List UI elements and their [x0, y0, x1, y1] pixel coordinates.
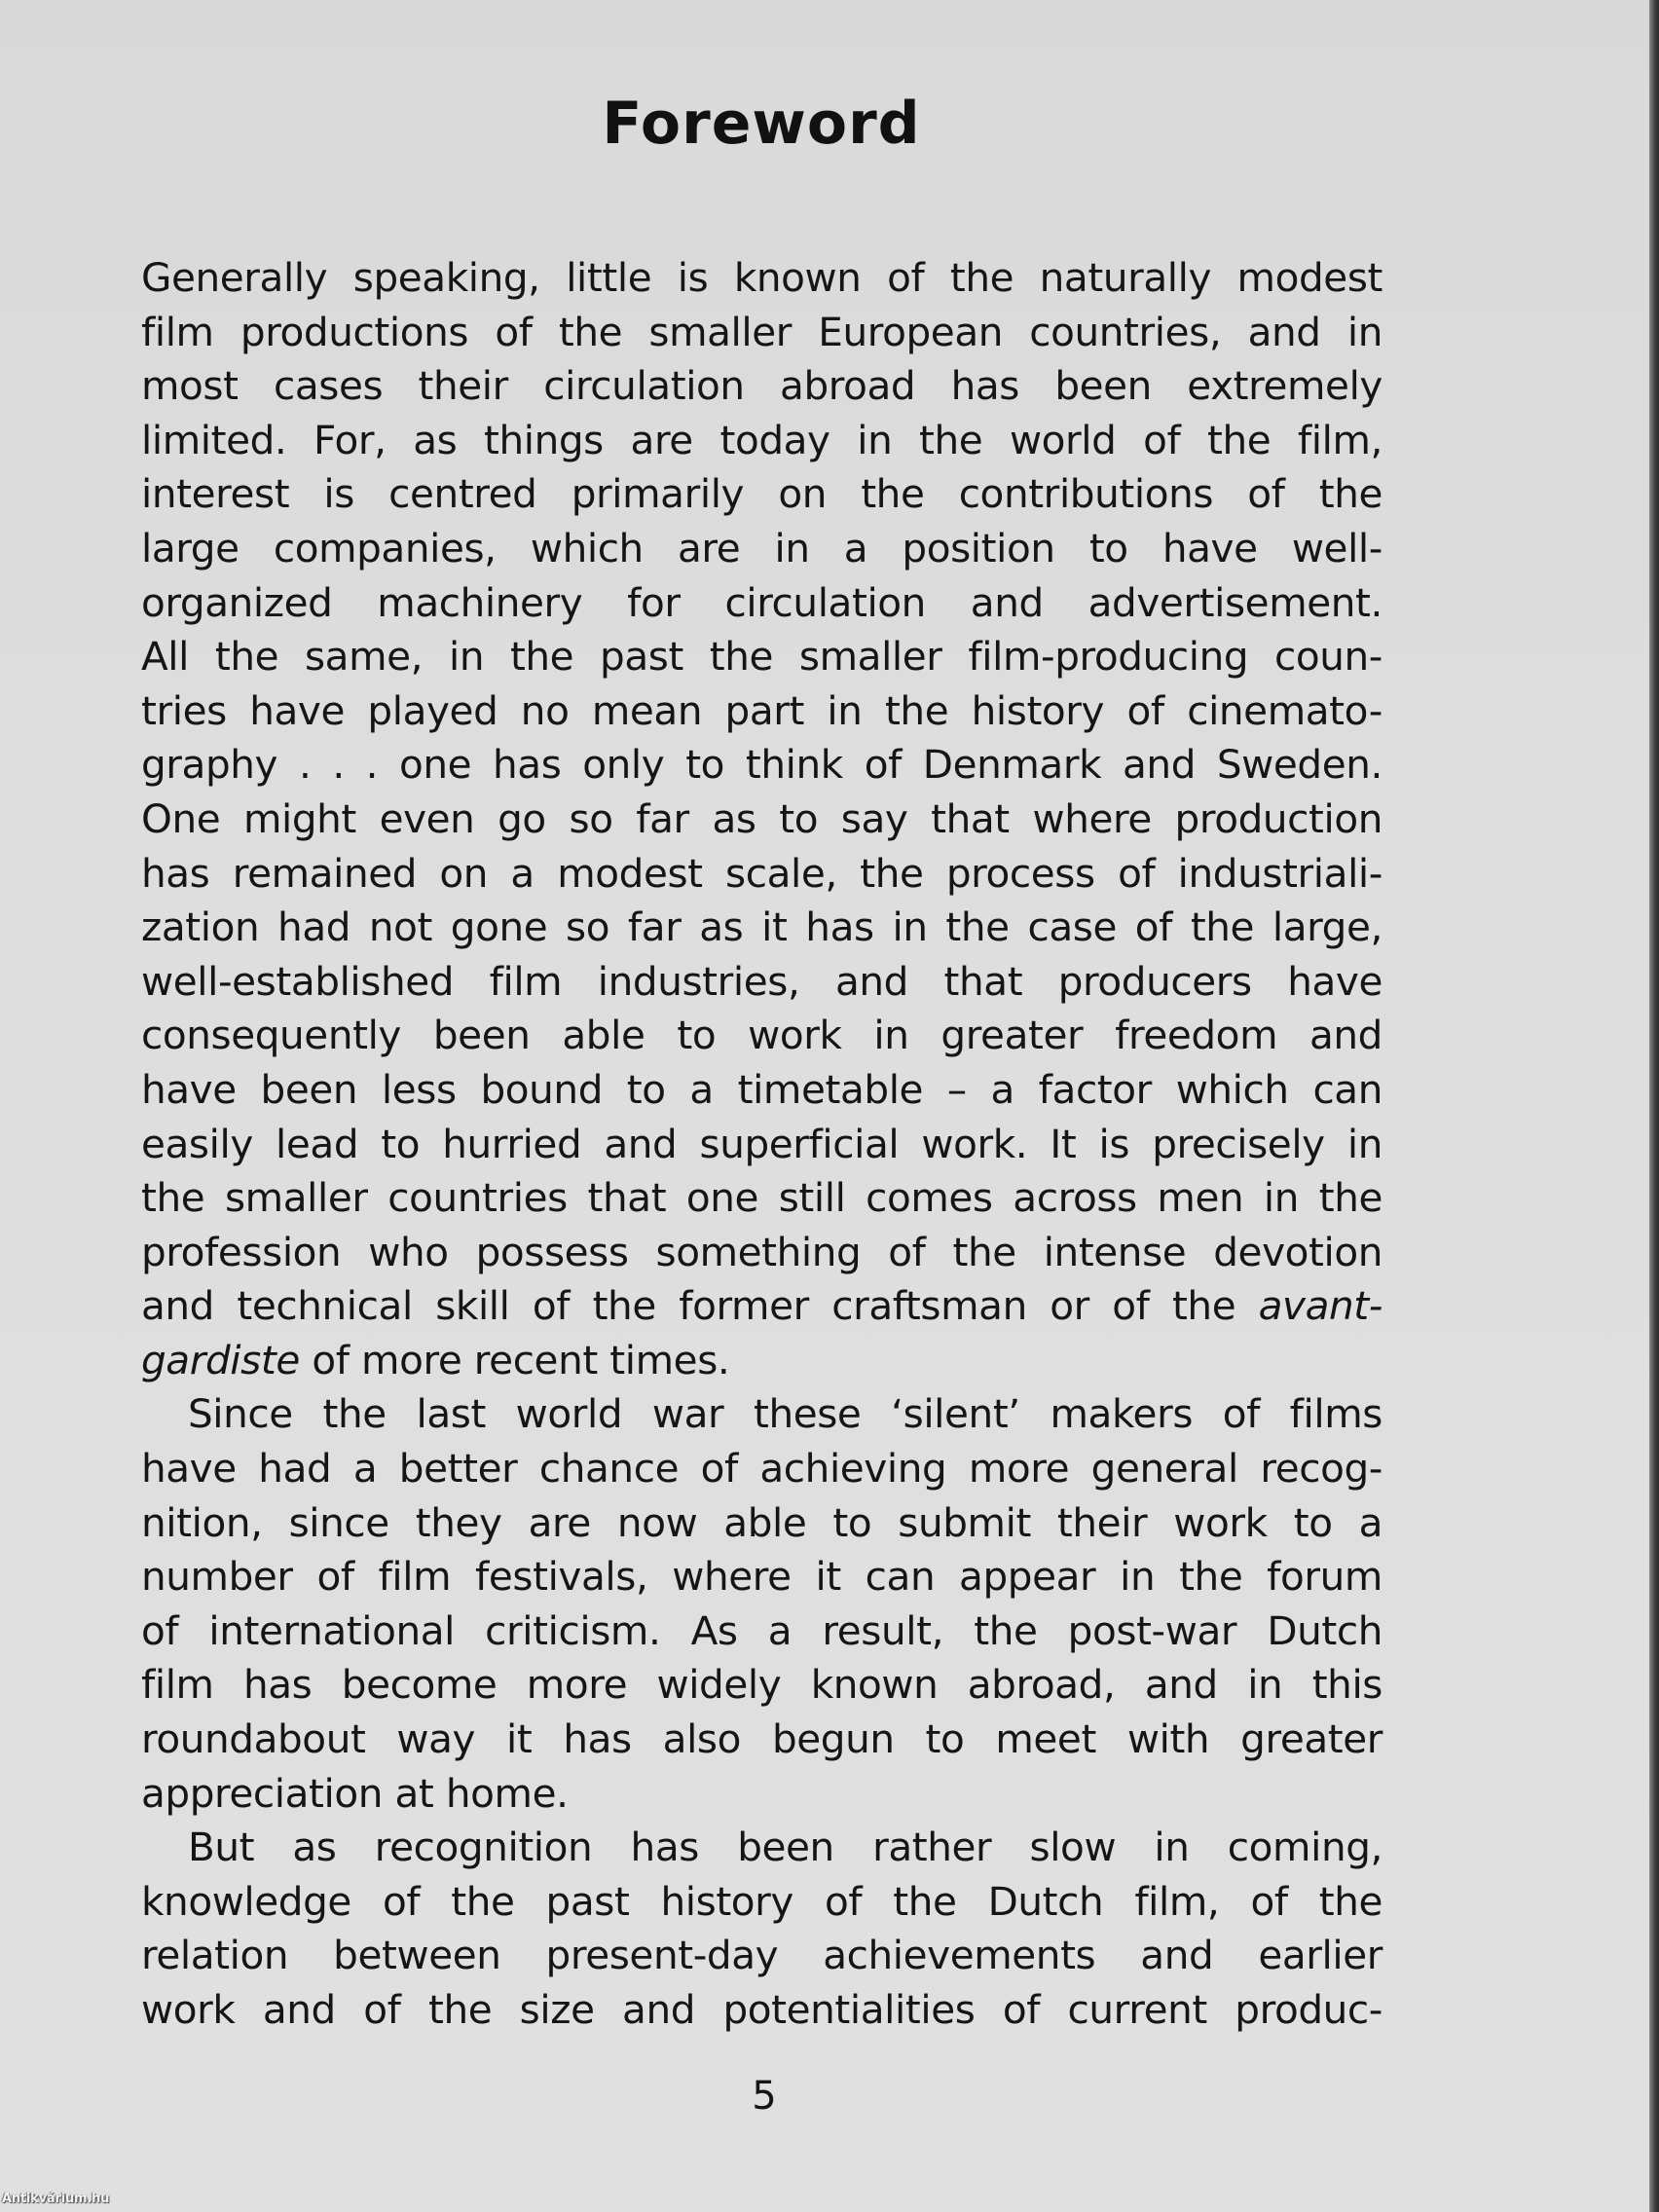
text-line: graphy . . . one has only to think of Denmark and Sweden.: [141, 741, 1382, 789]
text-line: have had a better chance of achieving more general recog-: [141, 1445, 1382, 1493]
text-span: of more recent times.: [299, 1336, 730, 1383]
text-line: limited. For, as things are today in the world of the film,: [141, 416, 1382, 463]
watermark-logo: Antikvárium.hu: [2, 2192, 110, 2206]
text-line: roundabout way it has also begun to meet with greater: [141, 1715, 1382, 1763]
page-edge-shadow: [1649, 0, 1659, 2212]
text-line: nition, since they are now able to submit their work to a: [141, 1498, 1382, 1546]
paragraph-1: [141, 251, 1382, 1387]
text-line: has remained on a modest scale, the process of industriali-: [141, 849, 1382, 897]
foreword-body: [141, 251, 1382, 2038]
text-line: Since the last world war these ‘silent’ makers of films: [188, 1390, 1382, 1438]
italic-term: gardiste: [141, 1336, 300, 1383]
paragraph-3: [141, 1821, 1382, 2037]
text-line: relation between present-day achievements and earlier: [141, 1932, 1382, 1979]
text-line: easily lead to hurried and superficial work. It is precisely in: [141, 1120, 1382, 1167]
text-line: most cases their circulation abroad has been extremely: [141, 362, 1382, 410]
page-number: 5: [752, 2074, 777, 2119]
text-span: and technical skill of the former craftsman or of the: [141, 1282, 1259, 1330]
text-line: tries have played no mean part in the history of cinemato-: [141, 686, 1382, 734]
text-line: interest is centred primarily on the contributions of the: [141, 470, 1382, 518]
text-line: work and of the size and potentialities of current produc-: [141, 1986, 1382, 2033]
text-line: film has become more widely known abroad, and in this: [141, 1661, 1382, 1709]
text-line: profession who possess something of the intense devotion: [141, 1228, 1382, 1275]
text-line: knowledge of the past history of the Dutch film, of the: [141, 1877, 1382, 1925]
text-line: the smaller countries that one still comes across men in the: [141, 1174, 1382, 1222]
text-line: One might even go so far as to say that where production: [141, 794, 1382, 842]
text-line: number of film festivals, where it can appear in the forum: [141, 1553, 1382, 1601]
text-line: appreciation at home.: [141, 1769, 569, 1817]
italic-term: avant-: [1258, 1282, 1382, 1330]
text-line: of international criticism. As a result, the post-war Dutch: [141, 1606, 1382, 1654]
text-line: All the same, in the past the smaller film-producing coun-: [141, 633, 1382, 681]
paragraph-2: [141, 1387, 1382, 1821]
text-line: film productions of the smaller European countries, and in: [141, 308, 1382, 355]
text-line: well-established film industries, and that producers have: [141, 957, 1382, 1005]
text-line: zation had not gone so far as it has in the case of the large,: [141, 903, 1382, 951]
text-line: [141, 1279, 1382, 1334]
text-line: But as recognition has been rather slow in coming,: [188, 1824, 1382, 1871]
text-line: Generally speaking, little is known of the naturally modest: [141, 254, 1382, 301]
text-line: have been less bound to a timetable – a factor which can: [141, 1065, 1382, 1113]
text-line: large companies, which are in a position to have well-: [141, 524, 1382, 571]
text-line: consequently been able to work in greater freedom and: [141, 1012, 1382, 1059]
text-line: organized machinery for circulation and advertisement.: [141, 578, 1382, 626]
page-title: Foreword: [602, 90, 921, 158]
text-line: [141, 1334, 1382, 1388]
